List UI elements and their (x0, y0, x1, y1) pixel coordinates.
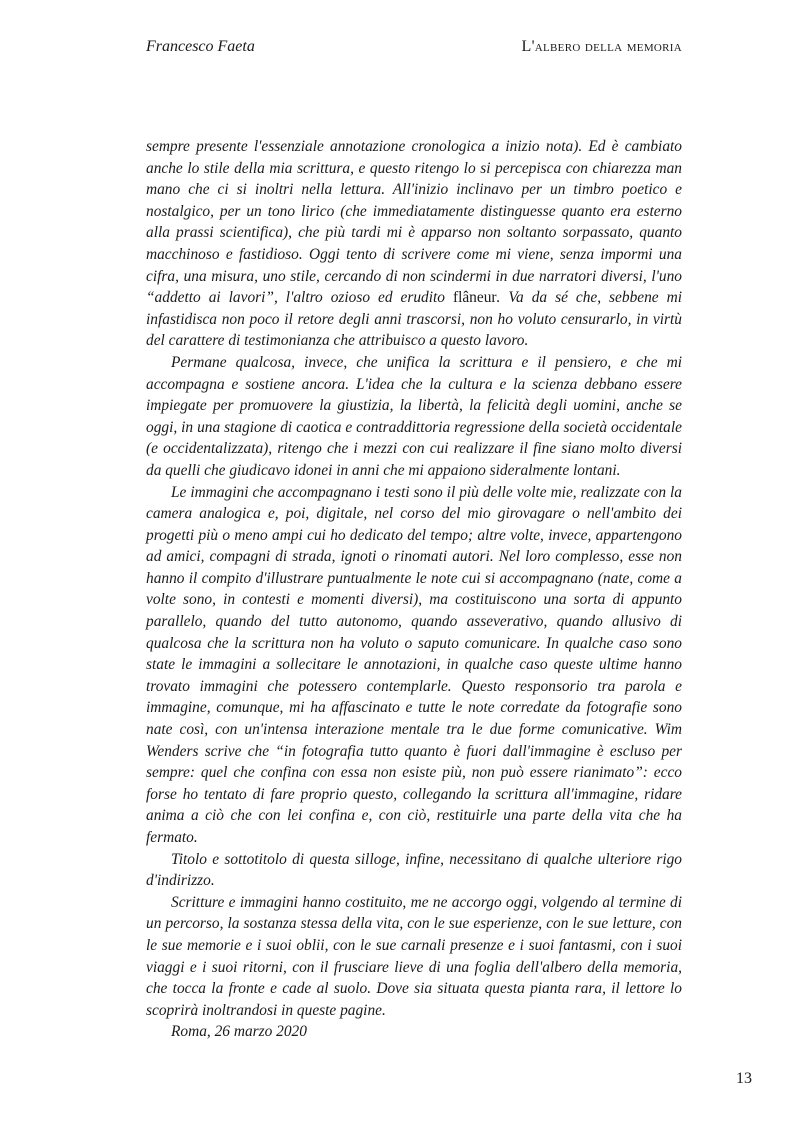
paragraph: Permane qualcosa, invece, che unifica la scrittura e il pensiero, e che mi accompagna e sostiene ancora. L'idea che la cultura e la scienza debbano essere impiegate per promuovere la giustizia, la libertà, la felicità degli uomini, anche se oggi, in una stagione di caotica e contraddittoria regressione della società occidentale (e occidentalizzata), ritengo che i mezzi con cui realizzare il fine siano molto diversi da quelli che giudicavo idonei in anni che mi appaiono sideralmente lontani. (146, 353, 682, 479)
running-head-title: L'albero della memoria (521, 38, 682, 55)
date-signature: Roma, 26 marzo 2020 (171, 1023, 307, 1041)
page-number: 13 (736, 1070, 752, 1087)
running-head-author: Francesco Faeta (146, 38, 255, 55)
paragraph: sempre presente l'essenziale annotazione cronologica a inizio nota). Ed è cambiato anche lo stile della mia scrittura, e questo ritengo lo si percepisca con chiarezza man mano che ci si inoltri nella lettura. All'inizio inclinavo per un timbro poetico e nostalgico, per un tono lirico (che immediatamente distinguesse quanto era esterno alla prassi scientifica), che più tardi mi è apparso non soltanto sorpassato, quanto macchinoso e fastidioso. Oggi tento di scrivere come mi viene, senza impormi una cifra, una misura, uno stile, cercando di non scindermi in due narratori diversi, l'uno “addetto ai lavori”, l'altro ozioso ed erudito flâneur. Va da sé che, sebbene mi infastidisca non poco il retore degli anni trascorsi, non ho voluto censurarlo, in virtù del carattere di testimonianza che attribuisco a questo lavoro. (146, 138, 682, 350)
paragraph: Le immagini che accompagnano i testi sono il più delle volte mie, realizzate con la camera analogica e, poi, digitale, nel corso del mio girovagare o nell'ambito dei progetti più o meno ampi cui ho dedicato del tempo; altre volte, invece, appartengono ad amici, compagni di strada, ignoti o rinomati autori. Nel loro complesso, esse non hanno il compito d'illustrare puntualmente le note cui si accompagnano (nate, come a volte sono, in contesti e momenti diversi), ma costituiscono una sorta di appunto parallelo, quando del tutto autonomo, quando asseverativo, quando allusivo di qualcosa che la scrittura non ha voluto o saputo comunicare. In qualche caso sono state le immagini a sollecitare le annotazioni, in qualche caso queste ultime hanno trovato immagini che potessero contemplarle. Questo responsorio tra parola e immagine, comunque, mi ha affascinato e tutte le note corredate da fotografie sono nate così, con un'intensa interazione mentale tra le due forme comunicative. Wim Wenders scrive che “in fotografia tutto quanto è fuori dall'immagine è escluso per sempre: quel che confina con essa non esiste più, non può essere rianimato”: ecco forse ho tentato di fare proprio questo, collegando la scrittura all'immagine, ridare anima a ciò che con lei confina e, con ciò, restituirle una parte della vita che ha fermato. (146, 483, 682, 846)
foreign-term: flâneur (452, 289, 497, 307)
paragraph: Scritture e immagini hanno costituito, me ne accorgo oggi, volgendo al termine di un percorso, la sostanza stessa della vita, con le sue esperienze, con le sue letture, con le sue memorie e i suoi oblii, con le sue carnali presenze e i suoi fantasmi, con i suoi viaggi e i suoi ritorni, con il frusciare lieve di una foglia dell'albero della memoria, che tocca la fronte e cade al suolo. Dove sia situata questa pianta rara, il lettore lo scoprirà inoltrandosi in queste pagine. (146, 893, 682, 1019)
paragraph: Titolo e sottotitolo di questa silloge, infine, necessitano di qualche ulteriore rigo d'indirizzo. (146, 850, 682, 890)
body-text (146, 136, 682, 1043)
